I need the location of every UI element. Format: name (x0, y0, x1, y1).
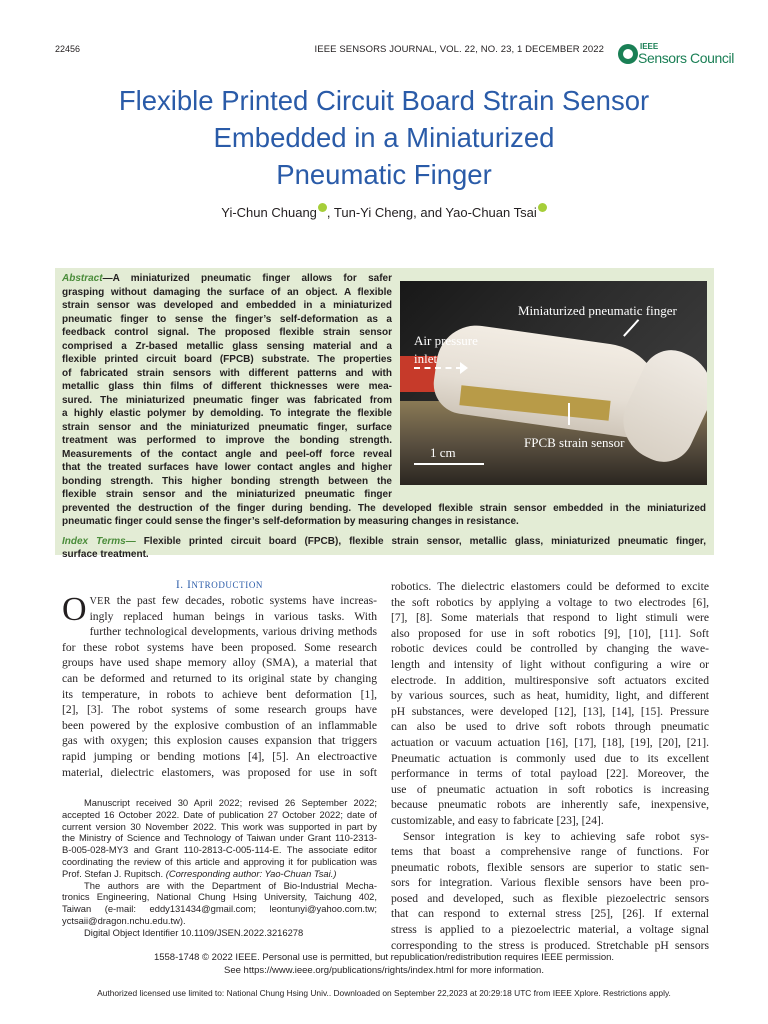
first-page-footnote (62, 797, 377, 939)
opening-caps: VER (89, 596, 111, 607)
label-air-pressure: Air pressure (414, 333, 478, 348)
abstract-line: comprised a Zr-based metallic glass sensing material and a (62, 340, 392, 352)
index-terms-line (62, 535, 706, 549)
copyright-line: 1558-1748 © 2022 IEEE. Personal use is permitted, but republication/redistribution requires IEEE permission. (153, 952, 615, 963)
footnote-line: B-005-028-MY3 and Grant 110-2813-C-005-114-E. The associate editor (62, 844, 377, 856)
abstract-line-text: —A miniaturized pneumatic finger allows for safer (102, 273, 392, 284)
body-line: groups have used shape memory alloy (SMA), a material that (62, 656, 377, 670)
footnote-text: Prof. Stefan J. Rupitsch. (62, 867, 166, 879)
index-terms-text: Flexible printed circuit board (FPCB), flexible strain sensor, metallic glass, miniaturized pneumatic finger, (135, 535, 706, 547)
logo-ieee-text: IEEE (640, 42, 659, 51)
title-line: Embedded in a Miniaturized (213, 122, 555, 153)
author-names-rest: , Tun-Yi Cheng, and Yao-Chuan Tsai (326, 205, 537, 220)
footnote-line: Manuscript received 30 April 2022; revised 26 September 2022; (84, 797, 377, 808)
body-line: because pneumatic robots are inherently safe, inexpensive, (391, 798, 709, 812)
body-column-right (391, 579, 709, 953)
paper-title (40, 82, 728, 193)
section-title-rest: NTRODUCTION (191, 580, 264, 590)
body-line: posed and developed, such as flexible piezoelectric sensors (391, 891, 709, 905)
body-line: Pneumatic actuation is commonly used due to its excellent (391, 751, 709, 765)
abstract-line: bonding strength. This higher bonding strength between the (62, 475, 392, 487)
body-line: pH substances, were developed [12], [13], [14], [15]. Pressure (391, 704, 709, 718)
body-line: robotics. The dielectric elastomers could be deformed to excite (391, 580, 709, 593)
label-fpcb-strain-sensor: FPCB strain sensor (524, 435, 625, 450)
footnote-line: yctsaii@dragon.nchu.edu.tw). (62, 914, 186, 926)
abstract-line: of fabricated strain sensors with different patterns and with (62, 367, 392, 379)
body-line: [7], [8]. Some materials that respond to light stimuli were (391, 611, 709, 625)
body-line: performance in terms of total payload [22]. Moreover, the (391, 767, 709, 781)
authorized-use-banner: Authorized licensed use limited to: National Chung Hsing Univ.. Downloaded on September 22,2023 at 20:29:18 UTC from IEEE Xplore. Restrictions apply. (97, 988, 671, 998)
footnote-line: accepted 16 October 2022. Date of publication 27 October 2022; date of (62, 808, 377, 820)
body-line: the soft robotics by applying a voltage to two electrodes [6], (391, 595, 709, 609)
body-line: length and intensity of light without configuring a wire or (391, 657, 709, 671)
index-terms-dash: — (125, 535, 136, 547)
body-line: material, dielectric elastomers, was proposed for use in soft (62, 765, 377, 779)
abstract-line: a highly elastic polymer by demolding. To integrate the flexible (62, 408, 392, 419)
abstract-line: strain sensor was developed and embedded in a miniaturized (62, 300, 392, 311)
abstract-line: Measurements of the contact angle and peel-off force reveal (62, 448, 392, 460)
body-line: use of pneumatic actuation in soft robotics is increasing (391, 782, 709, 796)
label-scale: 1 cm (430, 445, 456, 460)
footnote-line: coordinating the review of this article and approving it for publication was (62, 855, 377, 867)
sensors-council-ring-icon (618, 44, 638, 64)
sensors-council-logo (618, 42, 734, 70)
abstract-label: Abstract (62, 273, 103, 284)
abstract-line: that the treated surfaces have lower contact angles and higher (62, 462, 392, 473)
body-line: stress is applied to a piezoelectric material, a voltage signal (391, 923, 709, 937)
section-heading (62, 578, 377, 593)
abstract-line: metallic glass thin films of different thicknesses were mea- (62, 381, 392, 392)
drop-cap: O (62, 591, 87, 628)
abstract-line: sured. The miniaturized pneumatic finger was fabricated from (62, 394, 392, 406)
logo-sensors-council-text: Sensors Council (638, 50, 734, 66)
footnote-line: the Ministry of Science and Technology of Taiwan under Grant 110-2313- (62, 832, 377, 844)
body-line: electrode. In addition, multiresponsive soft actuators excited (391, 673, 709, 687)
footnote-line: Taiwan (e-mail: eddy131434@gmail.com; leontunyi@yahoo.com.tw; (62, 903, 377, 915)
journal-citation: IEEE SENSORS JOURNAL, VOL. 22, NO. 23, 1 DECEMBER 2022 (314, 44, 604, 55)
author-list (40, 203, 728, 220)
abstract-line: treatment was performed to improve the bonding strength. (62, 435, 392, 446)
body-line: tems that boast a comprehensive range of functions. For (391, 845, 709, 859)
footnote-line: tronics Engineering, National Chung Hsing University, Taichung 402, (62, 891, 377, 903)
body-column-left (62, 578, 377, 780)
body-line: by various sources, such as heat, humidity, light, and different (391, 689, 709, 703)
body-line: for these robot systems have been proposed. Some research (62, 640, 377, 654)
body-line (62, 593, 377, 609)
title-line: Pneumatic Finger (276, 159, 492, 190)
running-header (55, 42, 734, 70)
body-line: customizable, and easy to fabricate [23], [24]. (391, 813, 604, 827)
abstract-line: pneumatic finger could sense the finger’s self-deformation by measuring changes in resistance. (62, 516, 519, 527)
doi-line[interactable]: Digital Object Identifier 10.1109/JSEN.2022.3216278 (84, 926, 304, 938)
body-line: Sensor integration is key to achieving safe robot sys- (403, 829, 709, 843)
body-line: its temperature, in robots to achieve bent deformation [1], (62, 687, 377, 701)
abstract-line: flexible strain sensor and the miniaturized pneumatic finger (62, 489, 392, 500)
abstract-line: strain sensor and the miniaturized pneumatic finger, surface (62, 421, 392, 433)
abstract-line: flexible printed circuit board (FPCB) substrate. The properties (62, 354, 392, 365)
abstract-line: prevented the destruction of the finger during bending. The developed flexible strain sensor embedded in the miniaturized (62, 502, 706, 514)
body-line: ingly replaced human beings in various tasks. With (89, 609, 377, 623)
orcid-icon[interactable] (538, 203, 547, 212)
footnote-line: current version 30 November 2022. This work was supported in part by (62, 820, 377, 832)
section-numeral: I. (175, 579, 188, 591)
body-line: further technological developments, various driving methods (89, 625, 377, 639)
copyright-notice (40, 952, 728, 977)
abstract-text (62, 272, 710, 562)
abstract-line: pneumatic finger to sense the finger’s self-deformation as a (62, 313, 392, 325)
body-line: been powered by the explosive combustion of an inflammable (62, 718, 377, 732)
author-name: Yi-Chun Chuang (221, 205, 317, 220)
body-line: also proposed for use in soft robotics [9], [10], [11]. Soft (391, 626, 709, 640)
corresponding-author: (Corresponding author: Yao-Chuan Tsai.) (165, 867, 337, 879)
index-terms-line: surface treatment. (62, 549, 149, 560)
copyright-line[interactable]: See https://www.ieee.org/publications/rights/index.html for more information. (224, 964, 544, 976)
body-line: [2], [3]. The robot systems of some research groups have (62, 703, 377, 717)
abstract-line: feedback control signal. The proposed flexible strain sensor (62, 327, 392, 338)
label-inlet: inlet (414, 351, 438, 366)
title-line: Flexible Printed Circuit Board Strain Sensor (118, 85, 650, 116)
abstract-line: grasping without damaging the surface of an object. A flexible (62, 286, 392, 298)
body-line: sors for integration. Various flexible sensors have been pro- (391, 876, 709, 890)
body-line: corresponding to the stress is produced. Stretchable pH sensors (391, 938, 709, 952)
body-line: can be deformed and returned to its original state by changing (62, 671, 377, 685)
body-line: pneumatic robots, flexible sensors are superior to static sen- (391, 860, 709, 874)
section-title-initial: I (187, 579, 192, 591)
page-number: 22456 (55, 44, 81, 54)
body-line: actuation or vacuum actuation [16], [17], [18], [19], [20], [21]. (391, 735, 709, 749)
body-line: rapid jumping or bending motions [4], [5]. An electroactive (62, 749, 377, 763)
abstract-line (62, 272, 392, 286)
index-terms-label: Index Terms (62, 535, 126, 547)
footnote-line (62, 868, 377, 880)
orcid-icon[interactable] (318, 203, 327, 212)
body-line: gas with oxygen; this explosion causes expansion that triggers (62, 734, 377, 748)
body-line: that can respond to external stress [25], [26]. If external (391, 907, 709, 921)
body-line: can also be used to drive soft robots through pneumatic (391, 720, 709, 734)
label-miniaturized-finger: Miniaturized pneumatic finger (518, 303, 677, 318)
footnote-line: The authors are with the Department of Bio-Industrial Mecha- (84, 879, 377, 891)
body-line-text: the past few decades, robotic systems have increas- (110, 594, 377, 607)
body-line: robotic devices could be controlled by changing the wave- (391, 642, 709, 656)
